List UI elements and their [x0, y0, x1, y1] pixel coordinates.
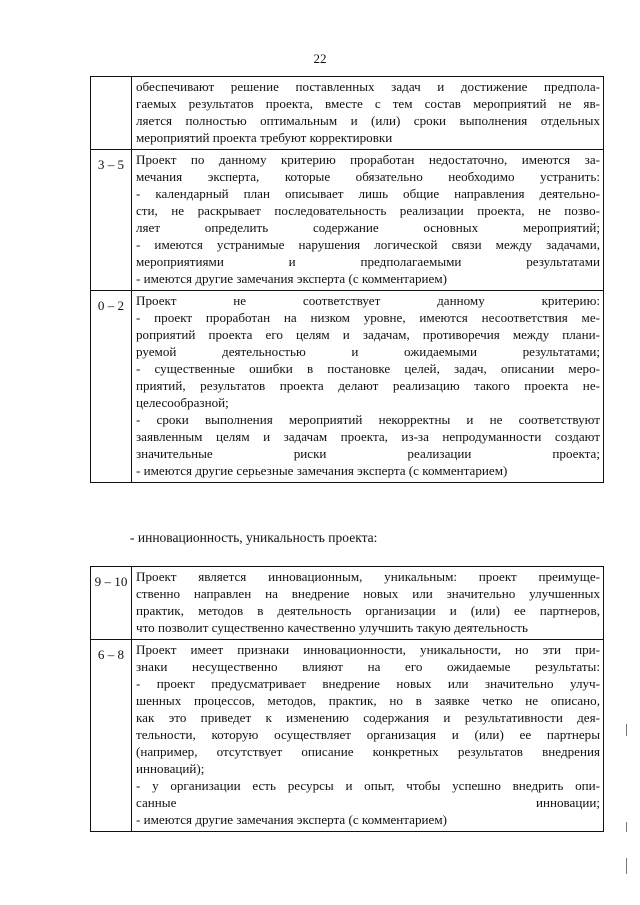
description-line: практик, методов в деятельность организации и (или) ее партнеров,	[136, 603, 600, 618]
description-cell	[132, 640, 604, 832]
description-line: что позволит существенно качественно улучшить такую деятельность	[136, 620, 528, 635]
description-line: целесообразной;	[136, 395, 229, 410]
table-row	[91, 567, 604, 640]
description-line: - сроки выполнения мероприятий некорректны и не соответствуют	[136, 412, 600, 427]
scan-edge-mark	[626, 858, 627, 874]
section-heading-innovation: - инновационность, уникальность проекта:	[130, 530, 378, 545]
description-line: Проект является инновационным, уникальным: проект преимуще-	[136, 569, 600, 584]
description-line: - у организации есть ресурсы и опыт, чтобы успешно внедрить опи-	[136, 778, 600, 793]
description-line: - имеются устранимые нарушения логической связи между задачами,	[136, 237, 600, 252]
description-line: - календарный план описывает лишь общие направления деятельно-	[136, 186, 600, 201]
description-line: Проект не соответствует данному критерию:	[136, 293, 600, 308]
description-line: шенных процессов, методов, практик, но в заявке четко не описано,	[136, 693, 600, 708]
score-cell: 9 – 10	[91, 567, 132, 640]
description-line: тельности, которую осуществляет организация и (или) ее партнеры	[136, 727, 600, 742]
score-cell: 0 – 2	[91, 291, 132, 483]
description-cell	[132, 77, 604, 150]
description-line: мероприятий проекта требуют корректировки	[136, 130, 393, 145]
description-line: - проект предусматривает внедрение новых или значительно улуч-	[136, 676, 600, 691]
description-line: санные инновации;	[136, 795, 600, 810]
description-line: знаки несущественно влияют на его ожидаемые результаты:	[136, 659, 600, 674]
description-line: гаемых результатов проекта, вместе с тем состав мероприятий не яв-	[136, 96, 600, 111]
description-line: сти, не раскрывает последовательность реализации проекта, не позво-	[136, 203, 600, 218]
table2-body	[91, 567, 604, 832]
description-line: - существенные ошибки в постановке целей, задач, описании меро-	[136, 361, 600, 376]
score-cell: 3 – 5	[91, 150, 132, 291]
criteria-table-innovation	[90, 566, 604, 832]
table1-body	[91, 77, 604, 483]
table-row	[91, 640, 604, 832]
description-line: приятий, результатов проекта делают реализацию такого проекта не-	[136, 378, 600, 393]
description-line: - имеются другие замечания эксперта (с комментарием)	[136, 271, 448, 286]
description-line: Проект имеет признаки инновационности, уникальности, но эти при-	[136, 642, 600, 657]
description-line: Проект по данному критерию проработан недостаточно, имеются за-	[136, 152, 600, 167]
scan-edge-mark	[626, 822, 627, 832]
score-cell	[91, 77, 132, 150]
page-number: 22	[313, 51, 327, 66]
description-line: мероприятиями и предполагаемыми результатами	[136, 254, 600, 269]
description-cell	[132, 291, 604, 483]
description-line: ляет определить содержание основных мероприятий;	[136, 220, 600, 235]
description-line: - имеются другие серьезные замечания эксперта (с комментарием)	[136, 463, 508, 478]
score-cell: 6 – 8	[91, 640, 132, 832]
description-line: руемой деятельностью и ожидаемыми результатами;	[136, 344, 600, 359]
description-line: роприятий проекта его целям и задачам, противоречия между плани-	[136, 327, 600, 342]
description-cell	[132, 567, 604, 640]
table-row	[91, 77, 604, 150]
description-cell	[132, 150, 604, 291]
description-line: (например, отсутствует описание конкретных результатов внедрения	[136, 744, 600, 759]
description-line: значительные риски реализации проекта;	[136, 446, 600, 461]
description-line: - проект проработан на низком уровне, имеются несоответствия ме-	[136, 310, 600, 325]
description-line: обеспечивают решение поставленных задач и достижение предпола-	[136, 79, 600, 94]
description-line: как это приведет к изменению содержания и результативности дея-	[136, 710, 600, 725]
description-line: ляется полностью оптимальным и (или) сроки выполнения отдельных	[136, 113, 600, 128]
description-line: - имеются другие замечания эксперта (с комментарием)	[136, 812, 448, 827]
table-row	[91, 150, 604, 291]
description-line: ственно направлен на внедрение новых или значительно улучшенных	[136, 586, 600, 601]
criteria-table-project-plan	[90, 76, 604, 483]
description-line: мечания эксперта, которые обязательно необходимо устранить:	[136, 169, 600, 184]
scan-edge-mark	[626, 724, 627, 736]
description-line: заявленным целям и задачам проекта, из-за непродуманности создают	[136, 429, 600, 444]
table-row	[91, 291, 604, 483]
description-line: инноваций);	[136, 761, 205, 776]
